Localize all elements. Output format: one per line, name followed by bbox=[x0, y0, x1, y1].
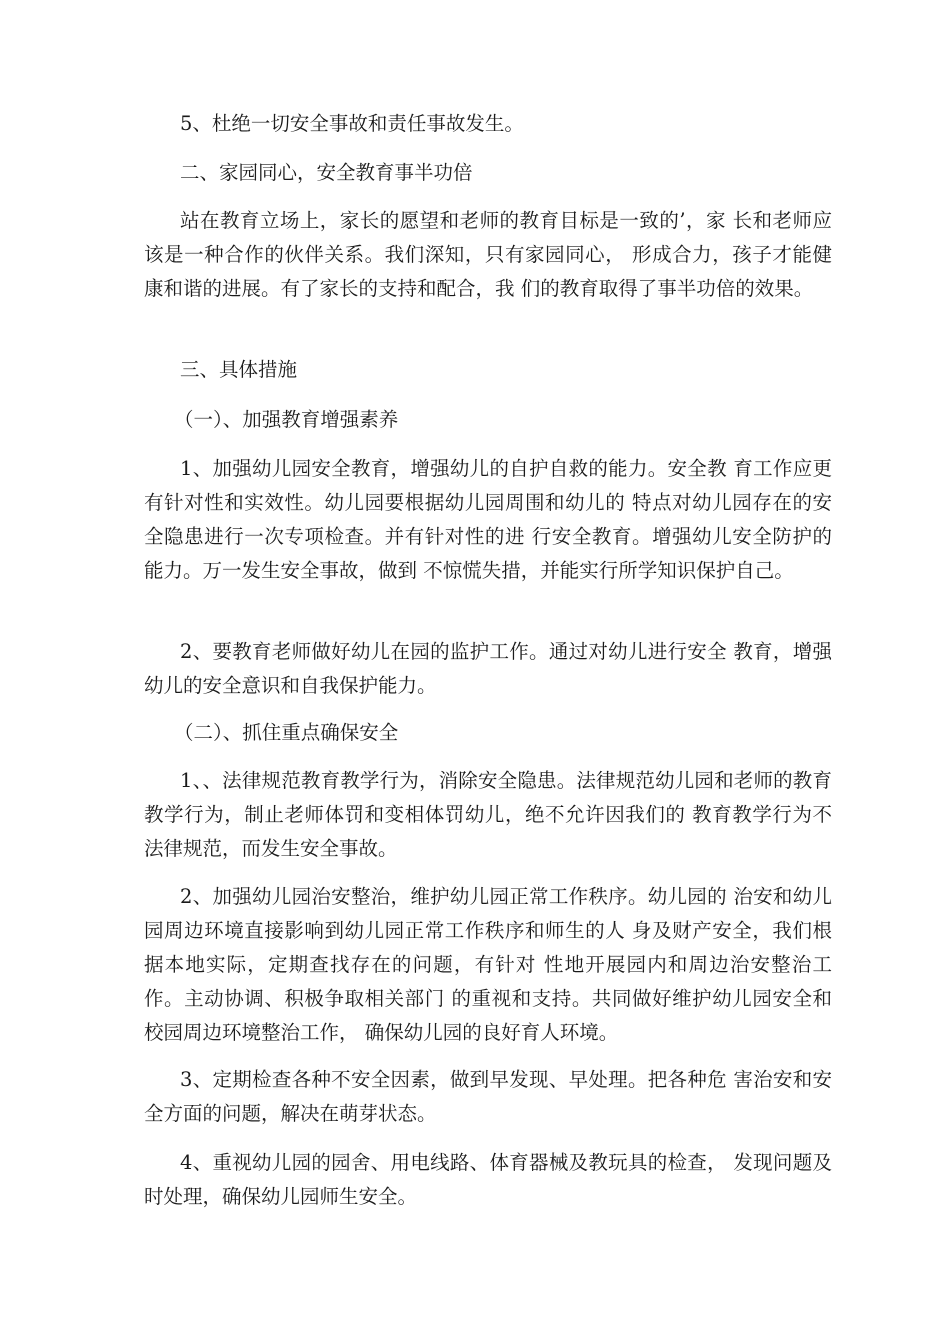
section-heading-2: 二、家园同心，安全教育事半功倍 bbox=[180, 161, 473, 184]
paragraph-focus-3: 3、定期检查各种不安全因素，做到早发现、早处理。把各种危 害治安和安全方面的问题，解决在萌芽状态。 bbox=[144, 1068, 832, 1125]
paragraph-measure-2: 2、要教育老师做好幼儿在园的监护工作。通过对幼儿进行安全 教育，增强幼儿的安全意识和自我保护能力。 bbox=[144, 640, 832, 697]
paragraph-measure-1: 1、加强幼儿园安全教育，增强幼儿的自护自救的能力。安全教 育工作应更有针对性和实效性。幼儿园要根据幼儿园周围和幼儿的 特点对幼儿园存在的安全隐患进行一次专项检查。并有针对性的进 行安全教育。增强幼儿安全防护的能力。万一发生安全事故，做到 不惊慌失措，并能实行所学知识保护自己。 bbox=[144, 457, 832, 582]
list-item-5: 5、杜绝一切安全事故和责任事故发生。 bbox=[180, 112, 524, 135]
paragraph-focus-4: 4、重视幼儿园的园舍、用电线路、体育器械及教玩具的检查， 发现问题及时处理，确保幼儿园师生安全。 bbox=[144, 1151, 832, 1208]
paragraph-home-school: 站在教育立场上，家长的愿望和老师的教育目标是一致的’，家 长和老师应该是一种合作的伙伴关系。我们深知，只有家园同心， 形成合力，孩子才能健康和谐的进展。有了家长的支持和配合，我 们的教育取得了事半功倍的效果。 bbox=[144, 209, 832, 300]
subsection-heading-2: （二）、抓住重点确保安全 bbox=[174, 721, 399, 744]
paragraph-focus-2: 2、加强幼儿园治安整治，维护幼儿园正常工作秩序。幼儿园的 治安和幼儿园周边环境直接影响到幼儿园正常工作秩序和师生的人 身及财产安全，我们根据本地实际，定期查找存在的问题，有针对 性地开展园内和周边治安整治工作。主动协调、积极争取相关部门 的重视和支持。共同做好维护幼儿园安全和校园周边环境整治工作， 确保幼儿园的良好育人环境。 bbox=[144, 885, 832, 1044]
paragraph-focus-1: 1、、法律规范教育教学行为，消除安全隐患。法律规范幼儿园和老师的教育教学行为，制止老师体罚和变相体罚幼儿，绝不允许因我们的 教育教学行为不法律规范，而发生安全事故。 bbox=[144, 769, 832, 860]
section-heading-3: 三、具体措施 bbox=[180, 358, 298, 381]
subsection-heading-1: （一）、加强教育增强素养 bbox=[174, 408, 399, 431]
